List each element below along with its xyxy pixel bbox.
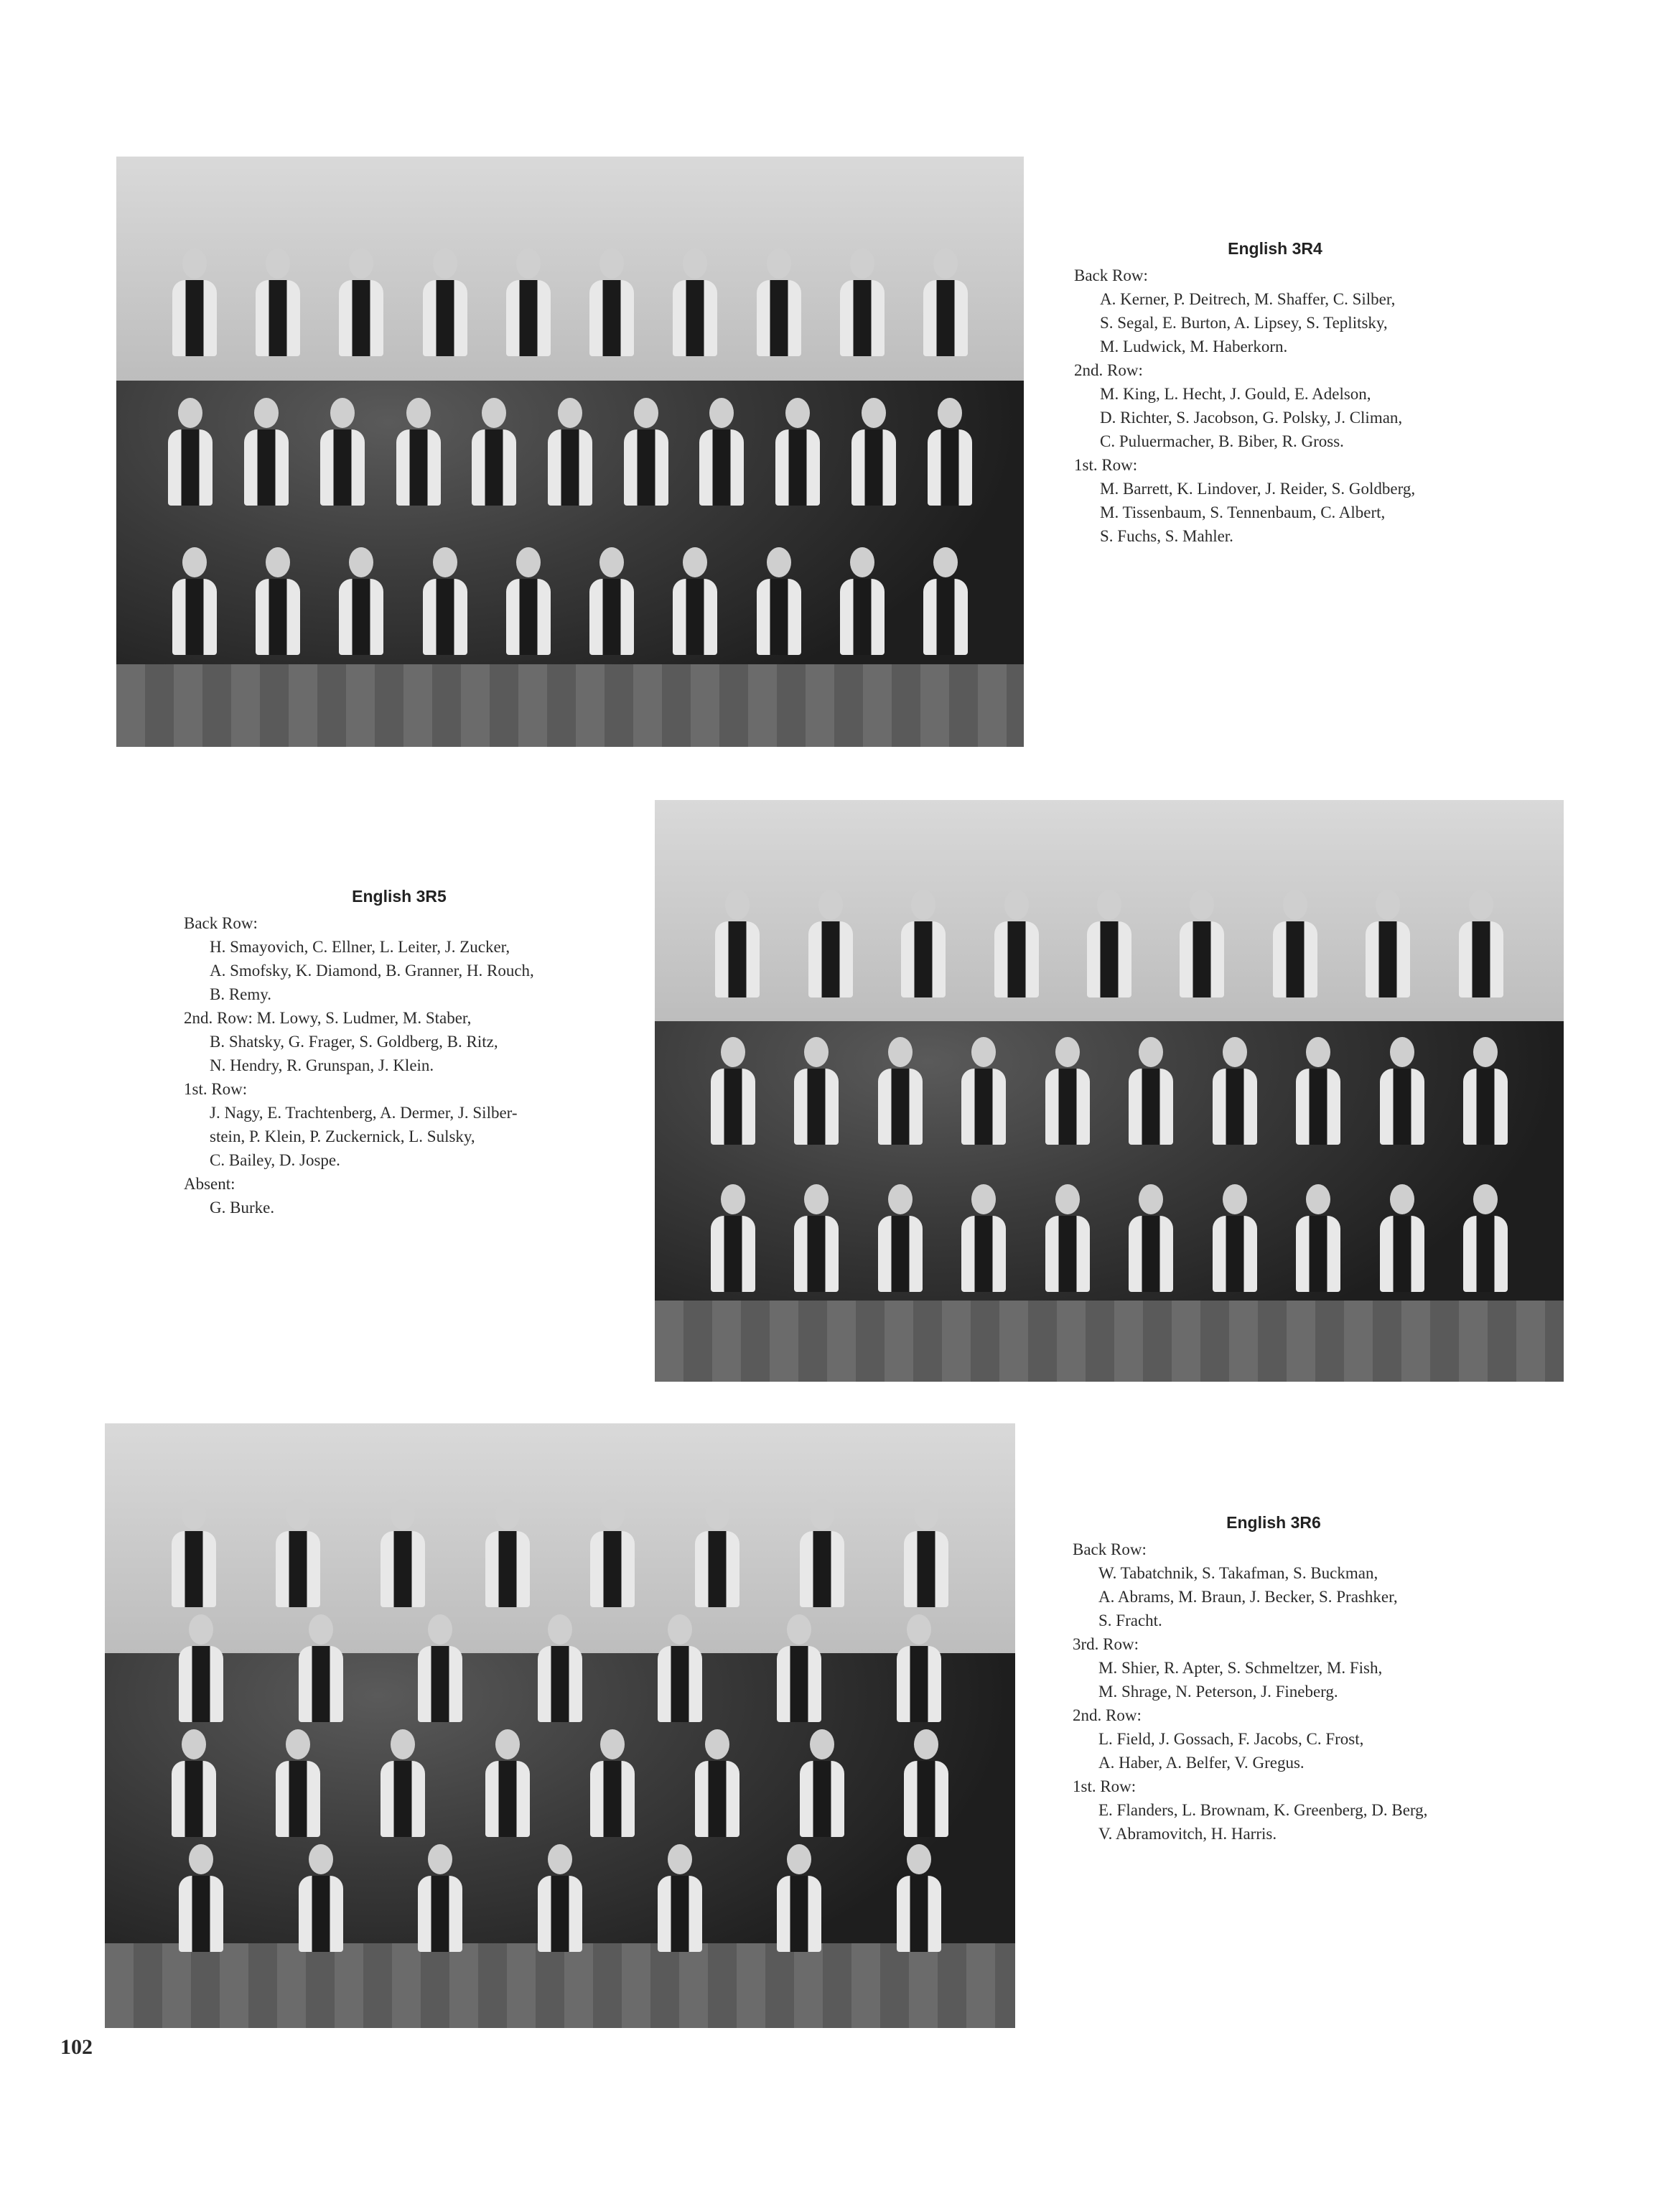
caption-line: S. Segal, E. Burton, A. Lipsey, S. Teplitsky,	[1100, 314, 1388, 332]
caption-line: Back Row:	[184, 914, 258, 932]
caption-line: M. Ludwick, M. Haberkorn.	[1100, 338, 1288, 355]
page-number: 102	[60, 2035, 93, 2059]
photo-people	[141, 1496, 979, 1955]
photo-floor	[655, 1301, 1564, 1382]
section-title: English 3R5	[352, 887, 447, 906]
caption-line: 2nd. Row:	[1074, 361, 1143, 379]
caption-line: M. King, L. Hecht, J. Gould, E. Adelson,	[1100, 385, 1371, 403]
caption-line: J. Nagy, E. Trachtenberg, A. Dermer, J. Silber-	[210, 1104, 518, 1122]
caption-line: Back Row:	[1073, 1540, 1147, 1558]
caption-line: H. Smayovich, C. Ellner, L. Leiter, J. Zucker,	[210, 938, 510, 956]
caption-line: W. Tabatchnik, S. Takafman, S. Buckman,	[1098, 1564, 1378, 1582]
caption-line: V. Abramovitch, H. Harris.	[1098, 1825, 1277, 1843]
section-title: English 3R6	[1226, 1513, 1321, 1532]
caption-line: 1st. Row:	[1073, 1777, 1137, 1795]
caption-line: 1st. Row:	[184, 1080, 248, 1098]
caption-line: B. Shatsky, G. Frager, S. Goldberg, B. Ritz,	[210, 1033, 498, 1051]
caption-line: A. Smofsky, K. Diamond, B. Granner, H. Rouch,	[210, 962, 534, 980]
caption-line: M. Shrage, N. Peterson, J. Fineberg.	[1098, 1683, 1338, 1701]
class-photo-3r4	[116, 157, 1024, 747]
class-photo-3r6	[105, 1423, 1015, 2028]
caption-line: 1st. Row:	[1074, 456, 1138, 474]
caption-line: 2nd. Row:	[1073, 1706, 1142, 1724]
photo-people	[153, 228, 988, 676]
caption-line: S. Fuchs, S. Mahler.	[1100, 527, 1233, 545]
section-title: English 3R4	[1228, 239, 1322, 258]
caption-line: A. Haber, A. Belfer, V. Gregus.	[1098, 1754, 1305, 1772]
caption-line: A. Kerner, P. Deitrech, M. Shaffer, C. Silber,	[1100, 290, 1396, 308]
caption-line: Back Row:	[1074, 266, 1148, 284]
caption-line: 2nd. Row: M. Lowy, S. Ludmer, M. Staber,	[184, 1009, 472, 1027]
caption-line: E. Flanders, L. Brownam, K. Greenberg, D. Berg,	[1098, 1801, 1428, 1819]
caption-line: 3rd. Row:	[1073, 1635, 1139, 1653]
caption-line: M. Shier, R. Apter, S. Schmeltzer, M. Fish,	[1098, 1659, 1383, 1677]
caption-line: S. Fracht.	[1098, 1611, 1162, 1629]
caption-english-3r5	[184, 885, 615, 1219]
caption-english-3r4	[1074, 237, 1476, 548]
caption-line: M. Tissenbaum, S. Tennenbaum, C. Albert,	[1100, 503, 1386, 521]
caption-line: A. Abrams, M. Braun, J. Becker, S. Prashker,	[1098, 1588, 1398, 1606]
photo-floor	[116, 664, 1024, 747]
class-photo-3r5	[655, 800, 1564, 1382]
caption-line: G. Burke.	[210, 1199, 275, 1217]
caption-line: D. Richter, S. Jacobson, G. Polsky, J. Climan,	[1100, 409, 1403, 427]
caption-line: C. Bailey, D. Jospe.	[210, 1151, 340, 1169]
caption-line: M. Barrett, K. Lindover, J. Reider, S. Goldberg,	[1100, 480, 1416, 498]
caption-line: C. Puluermacher, B. Biber, R. Gross.	[1100, 432, 1344, 450]
photo-floor	[105, 1943, 1015, 2028]
caption-line: stein, P. Klein, P. Zuckernick, L. Sulsky,	[210, 1127, 475, 1145]
caption-english-3r6	[1073, 1511, 1475, 1846]
caption-line: L. Field, J. Gossach, F. Jacobs, C. Frost,	[1098, 1730, 1364, 1748]
caption-line: B. Remy.	[210, 985, 272, 1003]
caption-line: Absent:	[184, 1175, 235, 1193]
photo-people	[691, 870, 1528, 1312]
caption-line: N. Hendry, R. Grunspan, J. Klein.	[210, 1056, 434, 1074]
